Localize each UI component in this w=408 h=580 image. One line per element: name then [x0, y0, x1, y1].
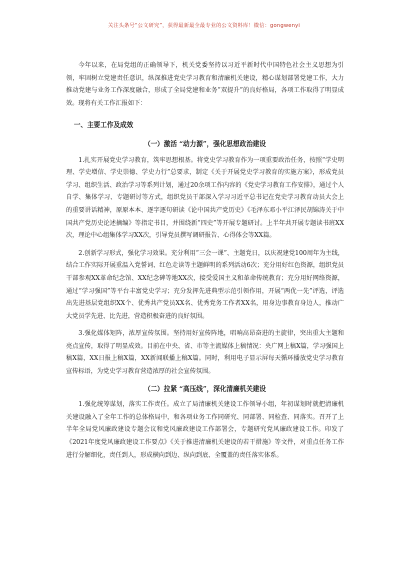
intro-paragraph: 今年以来，在局党组的正确领导下，机关党委坚持以习近平新时代中国特色社会主义思想为引领，牢固树立党建责任意识，纵深推进党史学习教育和清廉机关建设，精心谋划部署党建工作，大力推动党建与业务工作深度融合，形成了全局党建和业务“双提升”的良好格局，各项工作取得了明显成效。现将有关工作汇报如下： — [66, 62, 344, 107]
paragraph-4: 1.强化统筹谋划，落实工作责任。成立了局清廉机关建设工作领导小组，年初谋划时就把清廉机关建设融入了全年工作的总体格局中，和各项业务工作同研究、同部署、同检查、同落实。召开了上半年全局党风廉政建设专题会议和党风廉政建设工作部署会，专题研究党风廉政建设工作。印发了《2021年度党风廉政建设工作要点》《关于推进清廉机关建设的若干措施》等文件，对重点任务工作进行分解细化，责任到人，形成横向到边、纵向到底、全覆盖的责任落实体系。 — [66, 401, 344, 459]
section-heading: 一、主要工作及成效 — [73, 121, 134, 130]
paragraph-2: 2.创新学习形式，强化学习效果。充分利用“三会一课”、主题党日，以庆祝建党100周年为主线，结合工作实际开展重温入党誓词、红色走读等主题鲜明的系列活动6次；充分用好红色资源，组织党员干部参观XX革命纪念馆、XX纪念碑等地XX次，接受爱国主义和革命传统教育；充分用好网络资源，通过“学习强国”等平台丰富党史学习；充分发挥先进典型示范引领作用，开展“两优一先”评选，评选出先进基层党组织XX个、优秀共产党员XX名、优秀党务工作者XX名，用身边事教育身边人，推动广大党员学先进、比先进，营造积极奋进的良好氛围。 — [66, 249, 344, 320]
subsection-heading-1: （一）激活 “动力源”，强化思想政治建设 — [144, 139, 266, 148]
document-body — [66, 60, 344, 462]
paragraph-3: 3.强化媒体矩阵，浓厚宣传氛围。坚持用好宣传阵地，唱响高昂奋进的主旋律，突出重大主题和亮点宣传，取得了明显成效。目前在中央、省、市等主流媒体上稿情况：央广网上稿X篇，学习强国上稿X篇，XX日报上稿X篇，XX新闻联播上稿X篇。同时，利用电子显示屏每天循环播放党史学习教育宣传标语，为党史学习教育营造浓厚的社会宣传氛围。 — [66, 330, 344, 376]
paragraph-1: 1.扎实开展党史学习教育，筑牢思想根基。将党史学习教育作为一项重要政治任务，按照“学史明理、学史增信、学史崇德、学史力行”总要求，制定《关于开展党史学习教育的实施方案》，形成党员学习、组织生活、政治学习等系列计划，通过20余项工作内容的《党史学习教育工作安排》，通过个人自学、集体学习、专题研讨等方式，组织党员干部深入学习习近平总书记在党史学习教育动员大会上的重要讲话精神，原原本本、逐字逐句研读《论中国共产党历史》《毛泽东邓小平江泽民胡锦涛关于中国共产党历史论述摘编》等指定书目，并围绕新“四史”等开展专题研讨。上半年共开展专题读书班XX次，理论中心组集体学习XX次，引导党员撰写调研报告、心得体会等XX篇。 — [66, 156, 344, 240]
subsection-heading-2: （二）拉紧 “高压线”，深化清廉机关建设 — [144, 384, 266, 393]
promo-banner: 关注头条号“公文研究”，获得最新最全最专业的公文资料库！微信：gongwenyi — [107, 23, 301, 29]
